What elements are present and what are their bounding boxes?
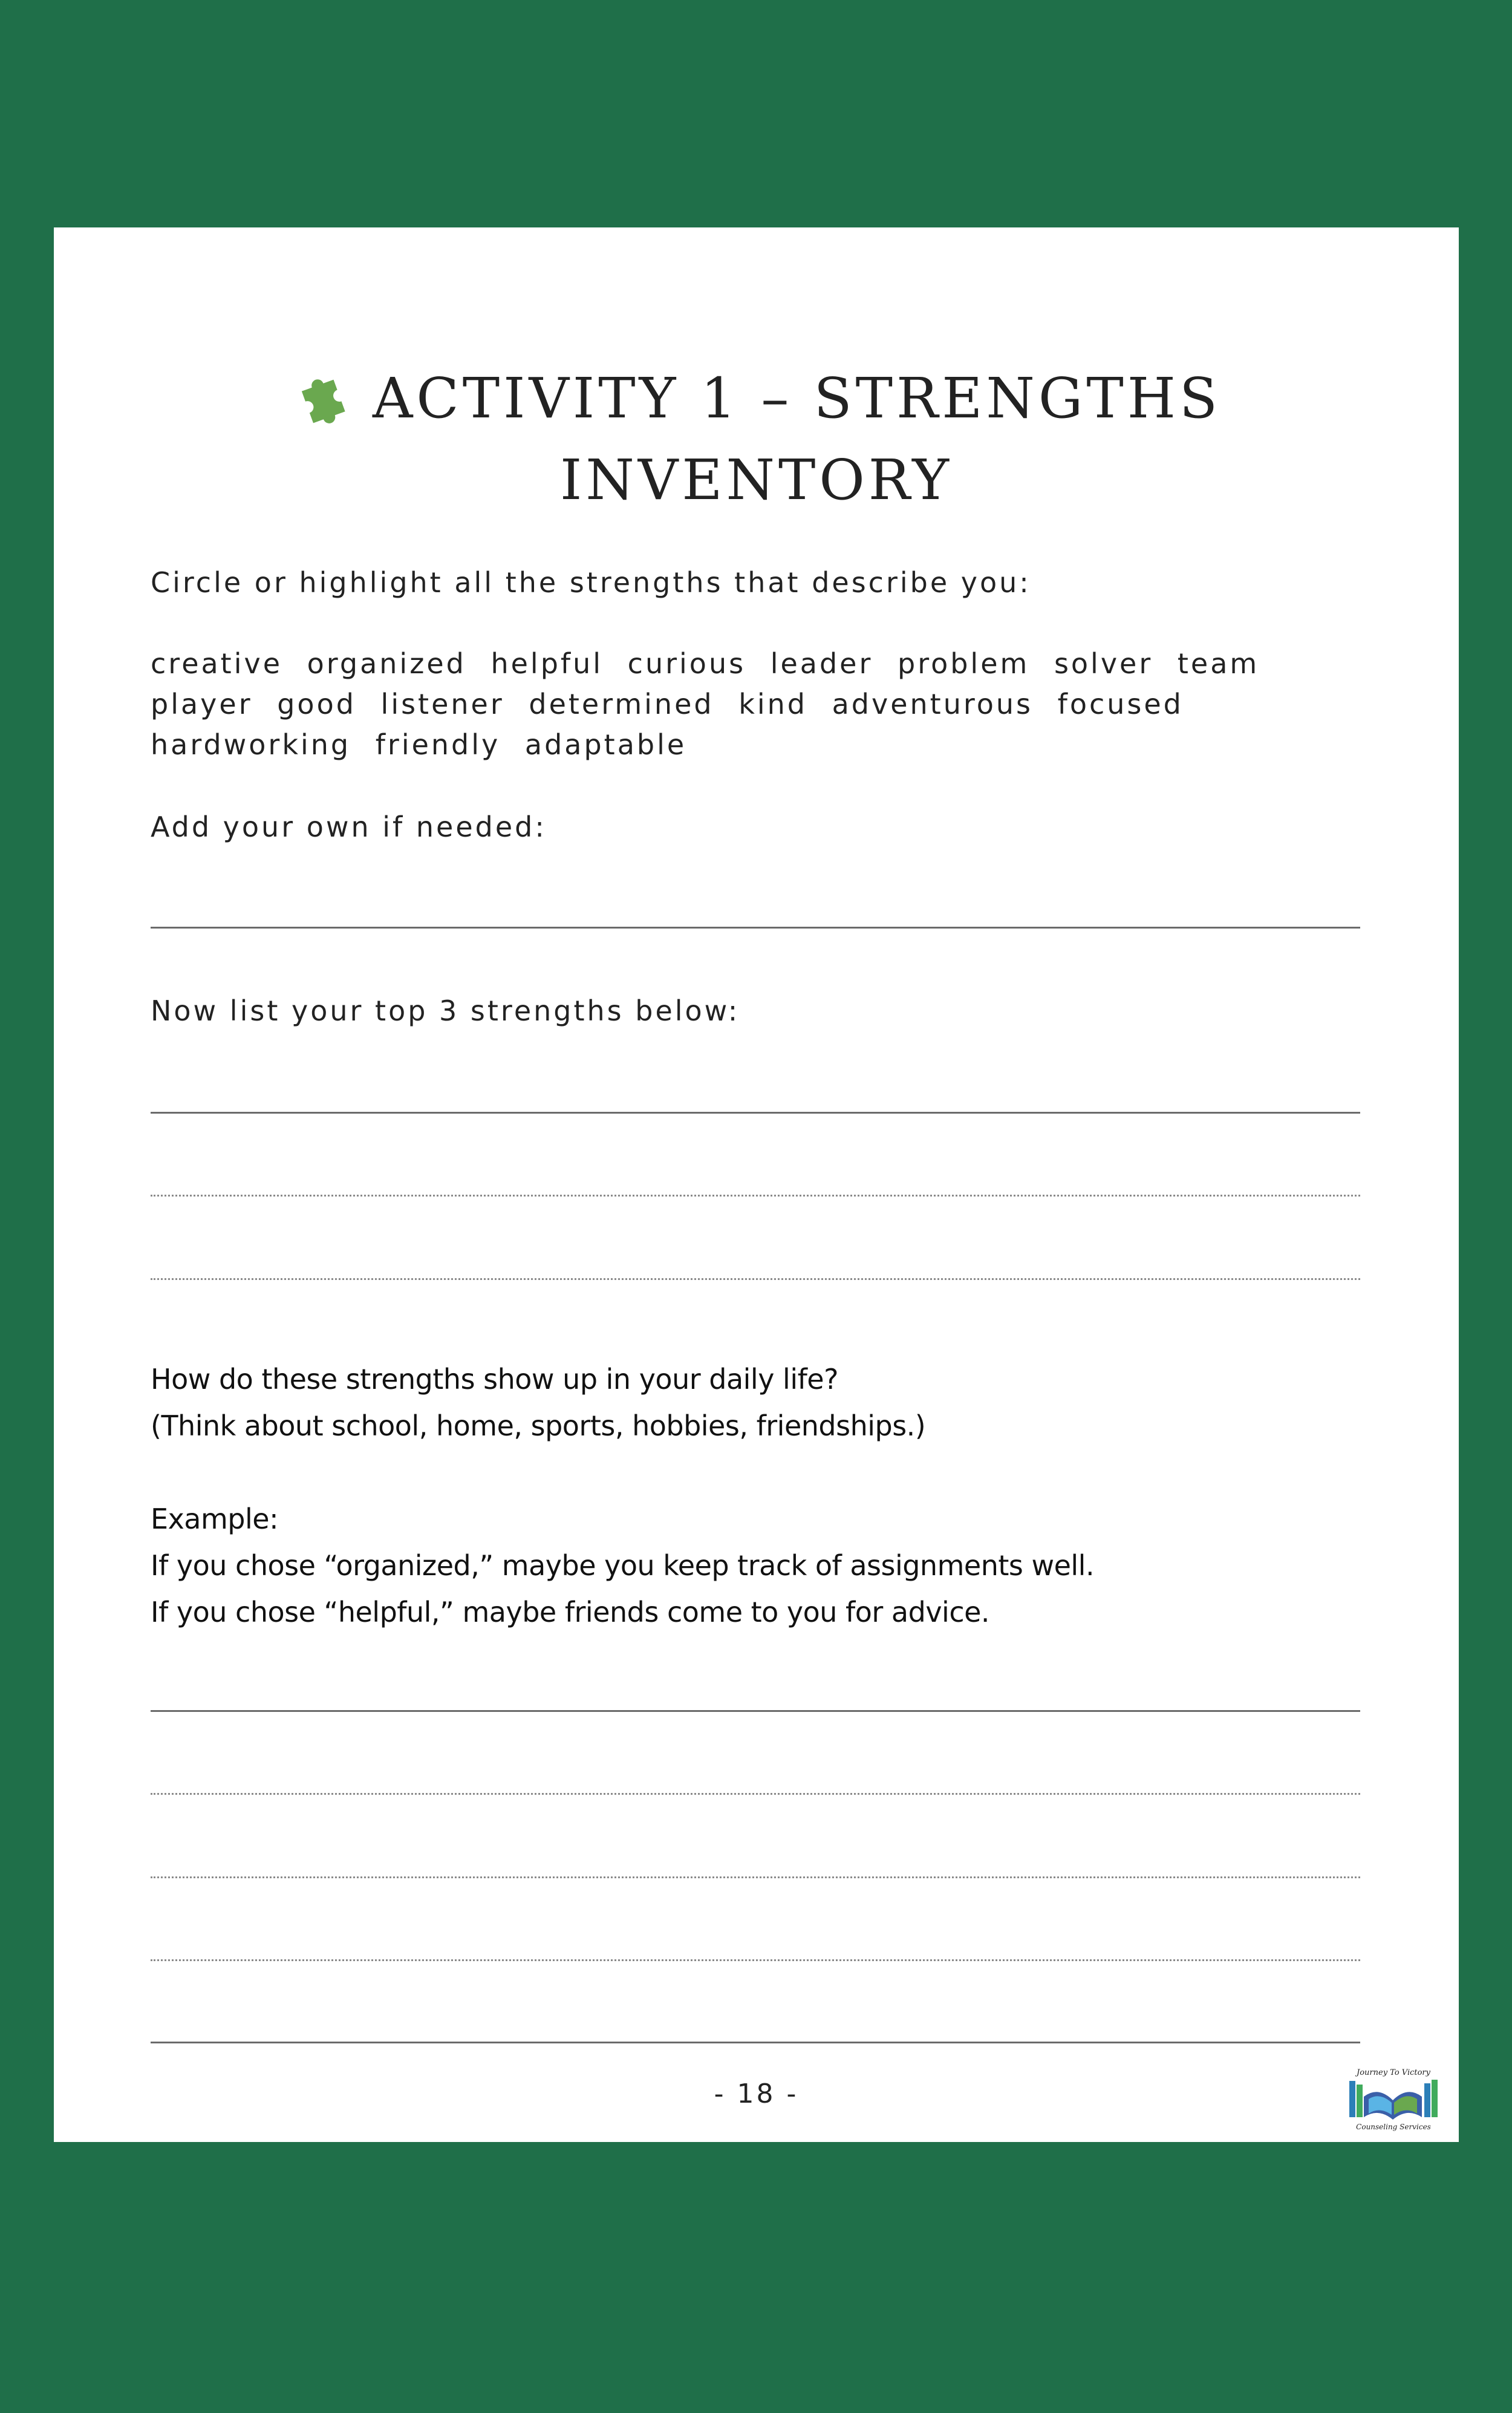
top3-prompt: Now list your top 3 strengths below: xyxy=(151,994,740,1027)
page-number: - 18 - xyxy=(714,2078,799,2109)
reflection-hint: (Think about school, home, sports, hobbies, friendships.) xyxy=(151,1409,926,1442)
title-text-line-1: ACTIVITY 1 – STRENGTHS xyxy=(372,366,1222,431)
journey-to-victory-logo xyxy=(1342,2066,1445,2133)
reflection-block xyxy=(151,1356,1360,1636)
reflection-answer-line-2[interactable] xyxy=(151,1793,1360,1795)
worksheet-page xyxy=(54,227,1459,2142)
top3-answer-line-1[interactable] xyxy=(151,1112,1360,1114)
add-own-answer-line[interactable] xyxy=(151,927,1360,929)
reflection-answer-line-1[interactable] xyxy=(151,1710,1360,1712)
add-own-prompt: Add your own if needed: xyxy=(151,811,547,843)
logo-bottom-text: Counseling Services xyxy=(1356,2123,1431,2131)
top3-answer-line-2[interactable] xyxy=(151,1195,1360,1197)
example-organized: If you chose “organized,” maybe you keep track of assignments well. xyxy=(151,1549,1095,1582)
reflection-answer-line-5[interactable] xyxy=(151,2042,1360,2043)
top3-answer-line-3[interactable] xyxy=(151,1278,1360,1280)
reflection-answer-line-3[interactable] xyxy=(151,1876,1360,1878)
page-title xyxy=(54,358,1459,521)
title-line-1 xyxy=(54,358,1459,439)
example-label: Example: xyxy=(151,1503,279,1535)
title-text-line-2: INVENTORY xyxy=(560,448,953,512)
puzzle-piece-icon xyxy=(292,367,352,427)
example-helpful: If you chose “helpful,” maybe friends come to you for advice. xyxy=(151,1596,990,1628)
strength-word-list: creative organized helpful curious leader problem solver team player good listener determined kind adventurous focused hardworking friendly adaptable xyxy=(151,647,1260,761)
circle-prompt: Circle or highlight all the strengths that describe you: xyxy=(151,566,1031,599)
reflection-question: How do these strengths show up in your daily life? xyxy=(151,1363,839,1396)
logo-top-text: Journey To Victory xyxy=(1357,2068,1430,2077)
reflection-answer-line-4[interactable] xyxy=(151,1959,1360,1961)
